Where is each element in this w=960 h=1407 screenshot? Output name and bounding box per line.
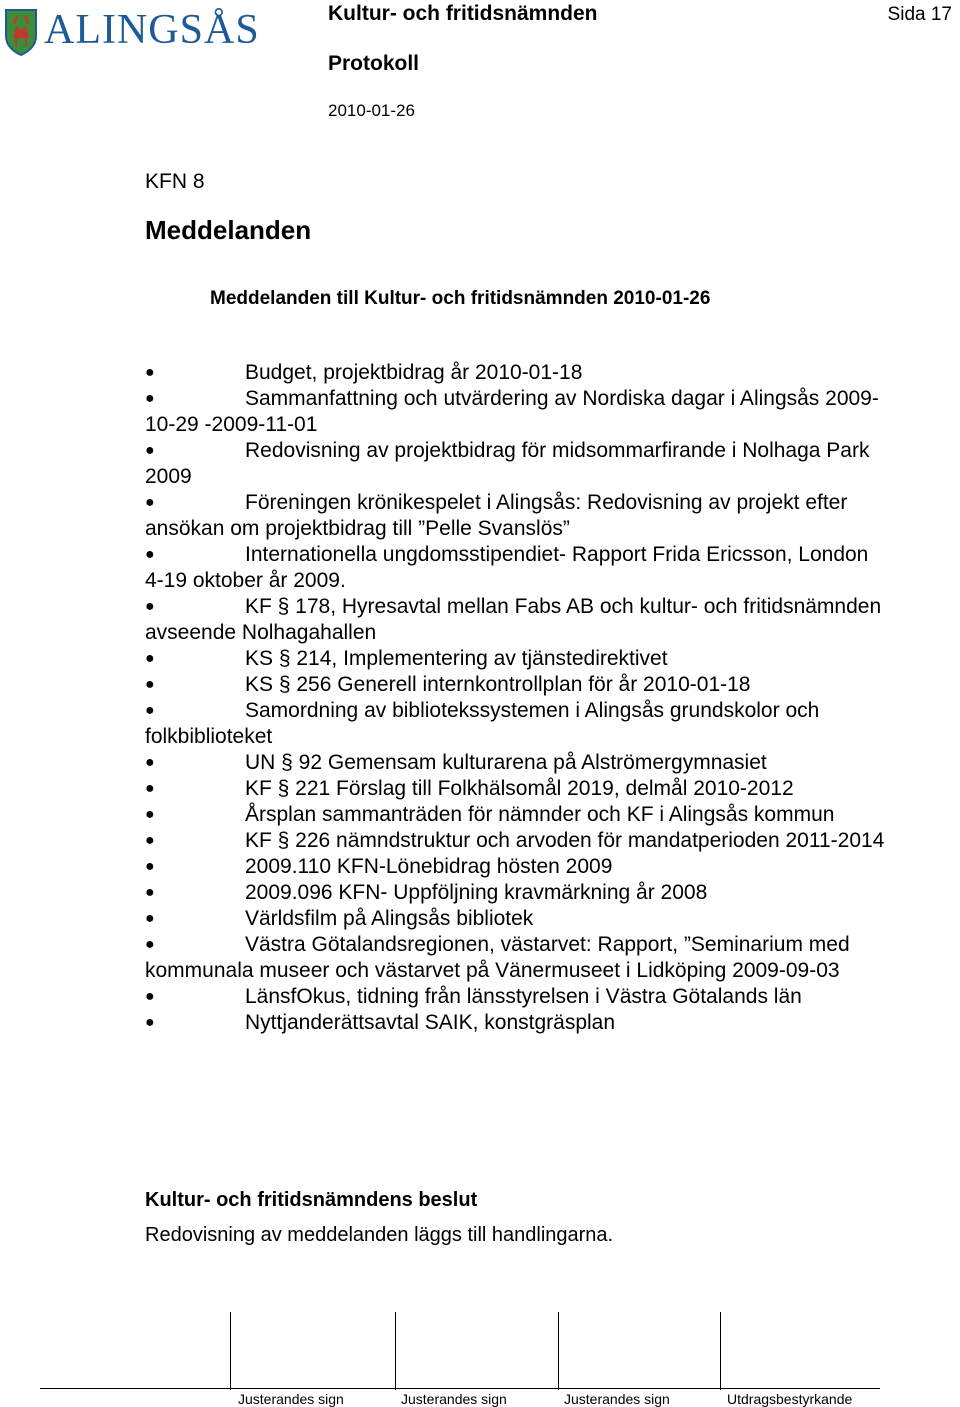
list-item — [145, 932, 885, 984]
section-heading: Meddelanden — [145, 215, 312, 245]
decision-heading: Kultur- och fritidsnämndens beslut — [145, 1189, 478, 1211]
bullet-icon: ● — [145, 676, 155, 693]
list-item-text: UN § 92 Gemensam kulturarena på Alströmergymnasiet — [245, 751, 767, 774]
bullet-icon: ● — [145, 988, 155, 1005]
coat-of-arms-icon — [4, 8, 38, 56]
list-item-text: KS § 214, Implementering av tjänstedirektivet — [245, 647, 668, 670]
list-item-text: Internationella ungdomsstipendiet- Rapport Frida Ericsson, London 4-19 oktober år 2009. — [145, 543, 869, 592]
bullet-icon: ● — [145, 390, 155, 407]
signature-divider — [720, 1312, 721, 1390]
list-item — [145, 854, 885, 880]
paragraph-number: KFN 8 — [145, 170, 205, 193]
page-number: Sida 17 — [887, 4, 952, 25]
list-item — [145, 828, 885, 854]
list-item — [145, 906, 885, 932]
signature-divider — [395, 1312, 396, 1390]
bullet-icon: ● — [145, 832, 155, 849]
signature-label: Justerandes sign — [238, 1391, 344, 1407]
signature-divider — [558, 1312, 559, 1390]
bullet-icon: ● — [145, 546, 155, 563]
list-item — [145, 490, 885, 542]
bullet-icon: ● — [145, 806, 155, 823]
bullet-icon: ● — [145, 884, 155, 901]
signature-label: Justerandes sign — [564, 1391, 670, 1407]
list-item — [145, 438, 885, 490]
list-item — [145, 386, 885, 438]
logo-wordmark: ALINGSÅS — [44, 7, 260, 53]
list-item — [145, 542, 885, 594]
signature-label: Justerandes sign — [401, 1391, 507, 1407]
list-item-text: KF § 221 Förslag till Folkhälsomål 2019, delmål 2010-2012 — [245, 777, 794, 800]
list-item-text: Världsfilm på Alingsås bibliotek — [245, 907, 534, 930]
list-item-text: Redovisning av projektbidrag för midsommarfirande i Nolhaga Park 2009 — [145, 439, 870, 488]
meeting-date: 2010-01-26 — [328, 101, 415, 120]
committee-name: Kultur- och fritidsnämnden — [328, 2, 598, 25]
list-item — [145, 360, 885, 386]
list-item-text: Sammanfattning och utvärdering av Nordiska dagar i Alingsås 2009-10-29 -2009-11-01 — [145, 387, 879, 436]
bullet-icon: ● — [145, 442, 155, 459]
list-item — [145, 802, 885, 828]
list-item-text: Västra Götalandsregionen, västarvet: Rapport, ”Seminarium med kommunala museer och västarvet på Vänermuseet i Lidköping 2009-09-03 — [145, 933, 850, 982]
list-item-text: KS § 256 Generell internkontrollplan för år 2010-01-18 — [245, 673, 751, 696]
bullet-icon: ● — [145, 702, 155, 719]
bullet-icon: ● — [145, 936, 155, 953]
list-item — [145, 750, 885, 776]
list-item — [145, 698, 885, 750]
list-item — [145, 672, 885, 698]
list-item-text: Samordning av bibliotekssystemen i Alingsås grundskolor och folkbiblioteket — [145, 699, 820, 748]
extract-certification-label: Utdragsbestyrkande — [727, 1391, 853, 1407]
list-item-text: Årsplan sammanträden för nämnder och KF i Alingsås kommun — [245, 803, 835, 826]
signature-divider — [230, 1312, 231, 1390]
bullet-icon: ● — [145, 494, 155, 511]
bullet-icon: ● — [145, 910, 155, 927]
list-item — [145, 646, 885, 672]
message-list — [145, 360, 885, 1036]
list-item-text: 2009.110 KFN-Lönebidrag hösten 2009 — [245, 855, 613, 878]
signature-baseline — [40, 1388, 880, 1389]
list-item-text: KF § 226 nämndstruktur och arvoden för mandatperioden 2011-2014 — [245, 829, 885, 852]
list-item-text: KF § 178, Hyresavtal mellan Fabs AB och kultur- och fritidsnämnden avseende Nolhagahallen — [145, 595, 882, 644]
bullet-icon: ● — [145, 364, 155, 381]
section-subheading: Meddelanden till Kultur- och fritidsnämnden 2010-01-26 — [210, 288, 711, 309]
list-item-text: Budget, projektbidrag år 2010-01-18 — [245, 361, 583, 384]
list-item — [145, 984, 885, 1010]
decision-text: Redovisning av meddelanden läggs till handlingarna. — [145, 1224, 614, 1246]
municipality-logo — [0, 4, 260, 58]
list-item-text: LänsfOkus, tidning från länsstyrelsen i Västra Götalands län — [245, 985, 802, 1008]
list-item — [145, 1010, 885, 1036]
list-item — [145, 594, 885, 646]
list-item — [145, 880, 885, 906]
document-type: Protokoll — [328, 52, 420, 75]
list-item-text: 2009.096 KFN- Uppföljning kravmärkning år 2008 — [245, 881, 708, 904]
bullet-icon: ● — [145, 754, 155, 771]
list-item — [145, 776, 885, 802]
list-item-text: Föreningen krönikespelet i Alingsås: Redovisning av projekt efter ansökan om projektbidrag till ”Pelle Svanslös” — [145, 491, 848, 540]
bullet-icon: ● — [145, 650, 155, 667]
bullet-icon: ● — [145, 1014, 155, 1031]
bullet-icon: ● — [145, 598, 155, 615]
bullet-icon: ● — [145, 780, 155, 797]
bullet-icon: ● — [145, 858, 155, 875]
list-item-text: Nyttjanderättsavtal SAIK, konstgräsplan — [245, 1011, 616, 1034]
